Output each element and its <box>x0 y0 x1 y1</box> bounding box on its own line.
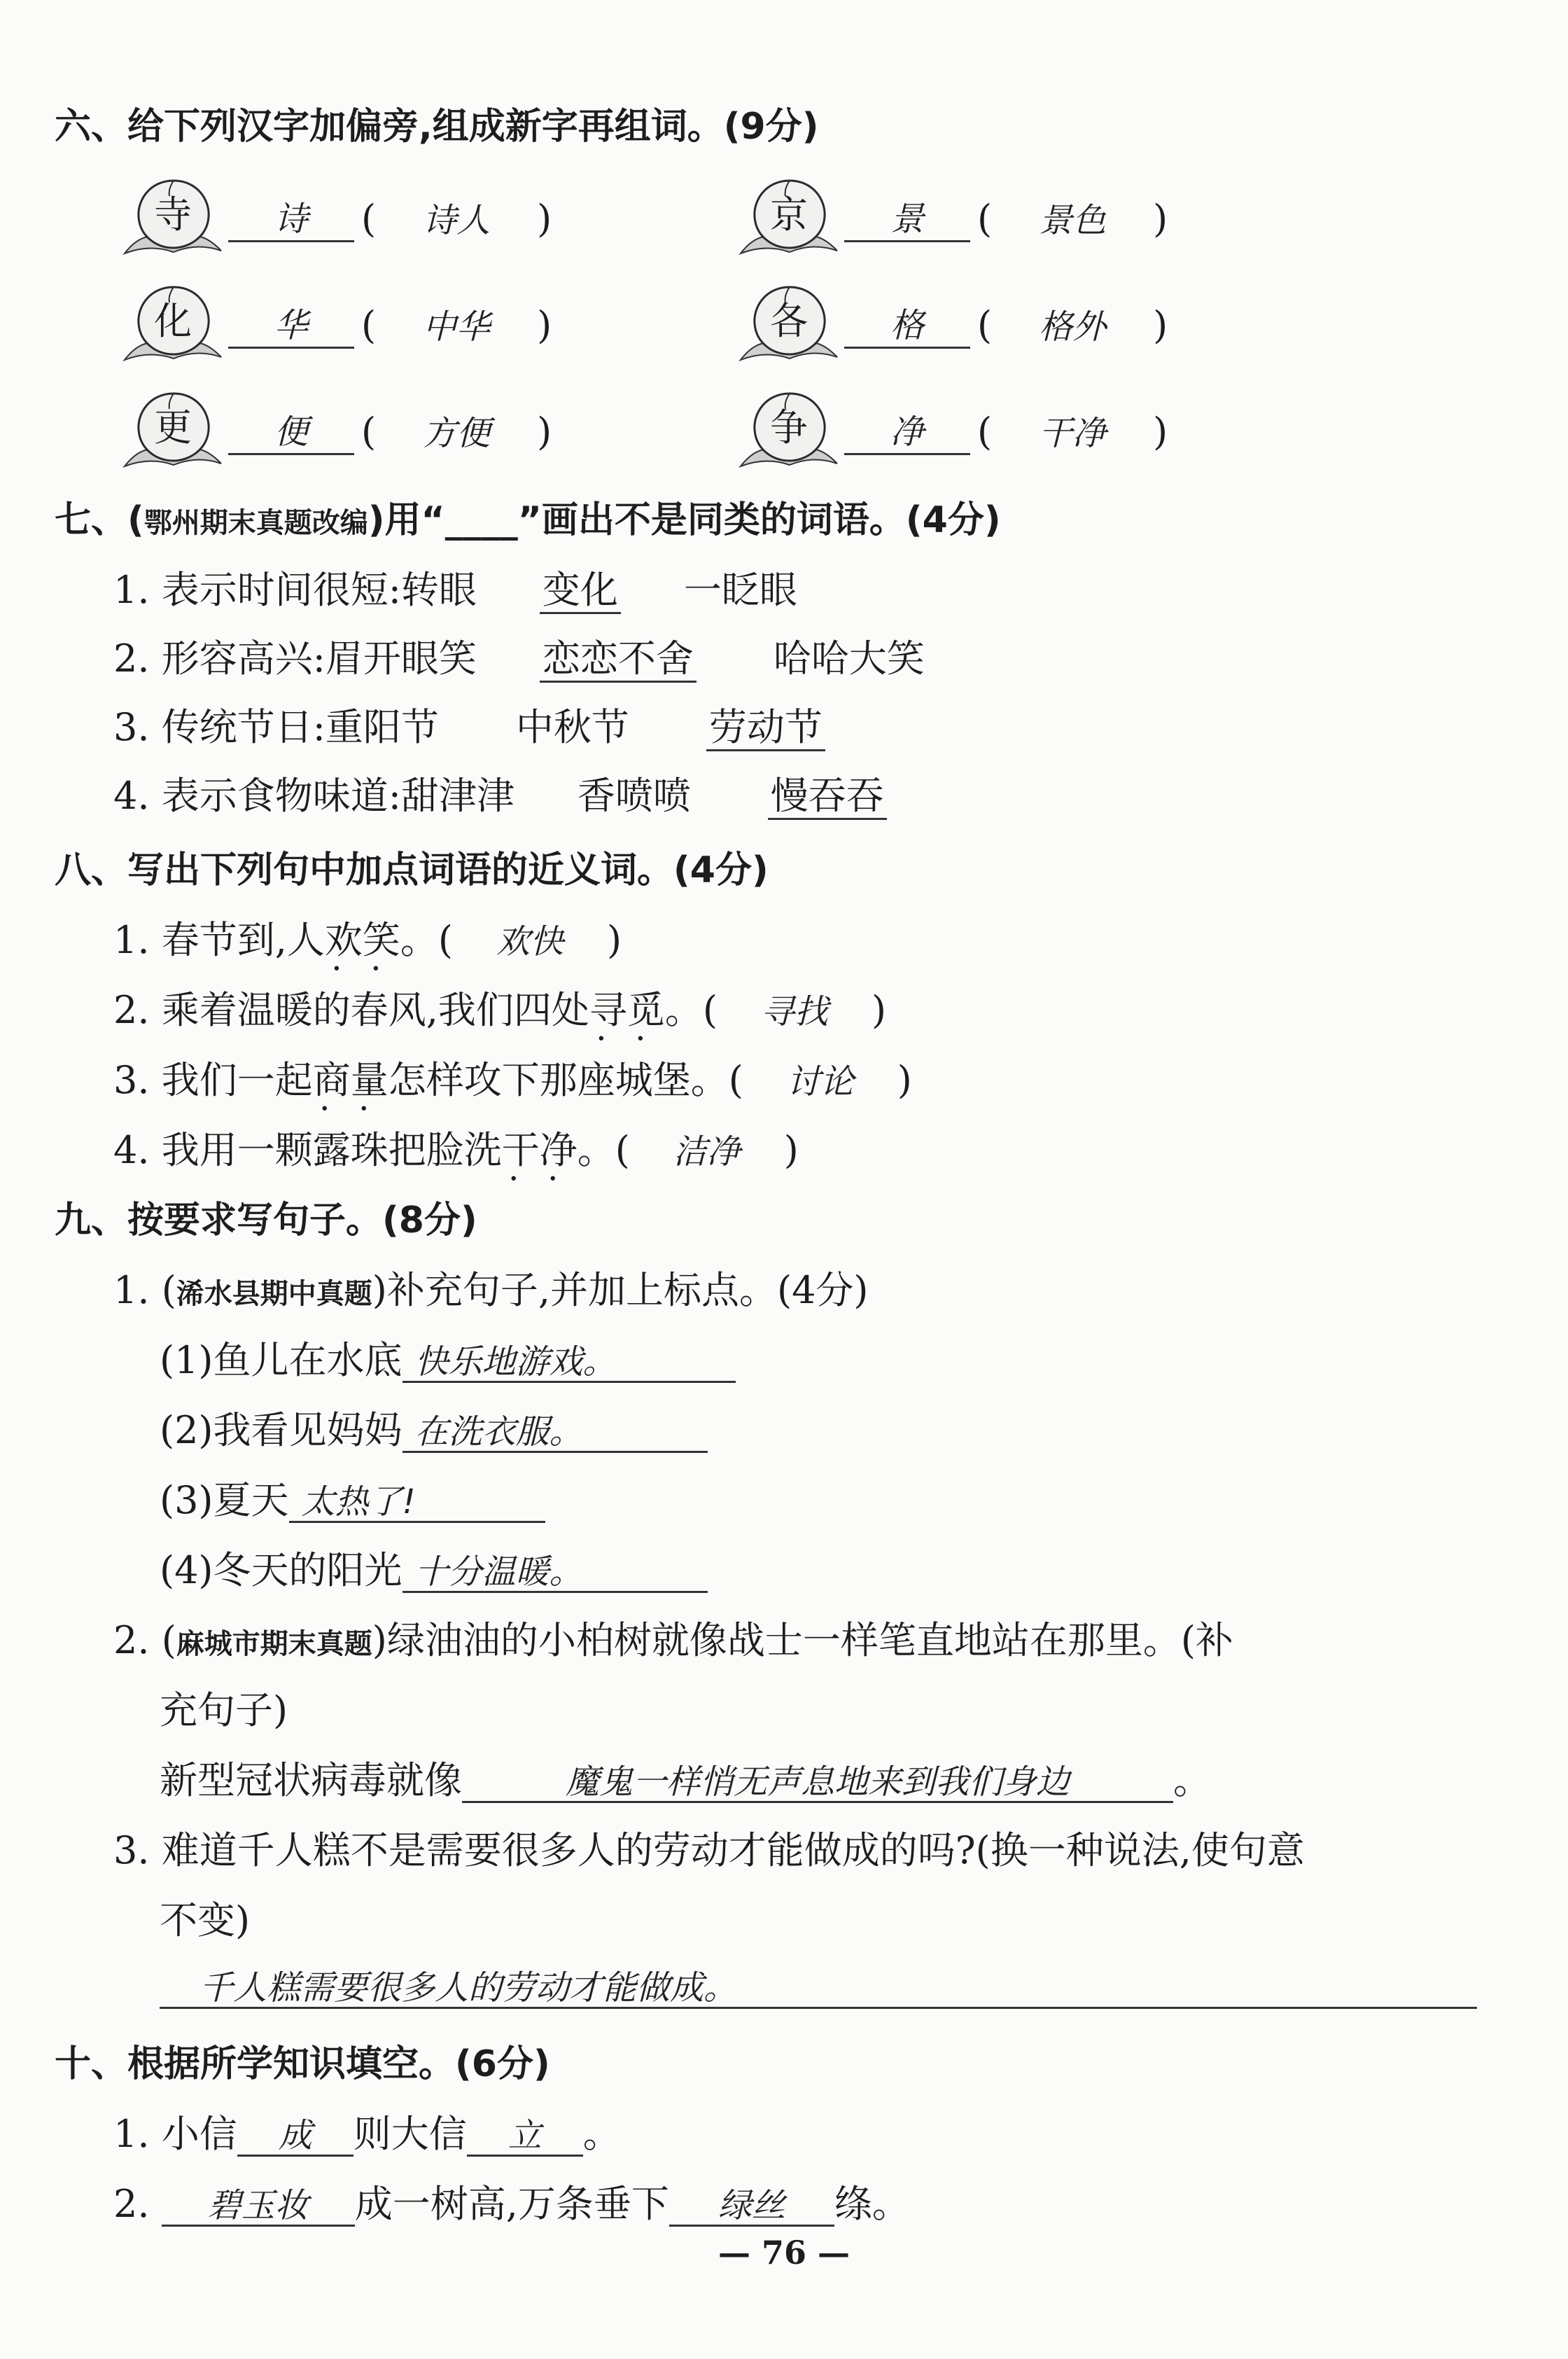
sec9-q1-sub-2 <box>160 1400 708 1454</box>
word-answer[interactable]: 诗人 <box>423 200 491 240</box>
page-number: — 76 — <box>718 2234 850 2271</box>
base-character: 争 <box>770 405 808 450</box>
sec9-q2-line <box>113 1610 1233 1664</box>
word-parens: ( 景色 ) <box>977 193 1168 242</box>
sentence-prefix: (1)鱼儿在水底 <box>160 1338 402 1382</box>
sentence-part: 我们一起 <box>161 1058 313 1102</box>
handwritten-answer: 洁净 <box>673 1132 741 1171</box>
sec8-item-2 <box>113 980 886 1034</box>
paren-close: ) <box>871 988 887 1032</box>
item-number: 3. <box>113 1058 150 1102</box>
word-3-underlined: 劳动节 <box>706 705 825 751</box>
word-answer[interactable]: 景色 <box>1039 200 1107 240</box>
item-number: 4. <box>113 1128 150 1172</box>
answer-blank[interactable]: 太热了! <box>289 1484 545 1523</box>
sentence-part: 。( <box>400 918 453 962</box>
base-character: 京 <box>770 193 808 237</box>
question-source: 浠水县期中真题 <box>176 1278 372 1310</box>
word-1: 甜津津 <box>400 774 514 818</box>
sec8-item-3 <box>113 1050 912 1104</box>
new-character-blank[interactable]: 诗 <box>228 192 354 242</box>
word-answer[interactable]: 中华 <box>423 307 491 347</box>
base-character: 各 <box>770 299 808 343</box>
paren-open: ( <box>161 1618 176 1662</box>
answer-blank[interactable]: 十分温暖。 <box>402 1554 708 1593</box>
word-3: 一眨眼 <box>683 568 797 612</box>
section-9-heading: 九、按要求写句子。(8分) <box>55 1199 477 1241</box>
item-number: 2. <box>113 1618 150 1662</box>
fill-blank[interactable]: 碧玉妆 <box>162 2187 355 2227</box>
sec9-q3-cont: 不变) <box>160 1898 251 1942</box>
fill-blank[interactable]: 绿丝 <box>669 2187 834 2227</box>
radical-item-6 <box>735 388 1168 472</box>
text-part: 则大信 <box>353 2112 467 2156</box>
sec9-q1-line <box>113 1260 869 1314</box>
item-number: 3. <box>113 705 150 749</box>
sentence-part: 怎样攻下那座城堡。( <box>388 1058 743 1102</box>
paren-close: ) <box>897 1058 912 1102</box>
sec7-item-2 <box>113 629 925 683</box>
handwritten-answer: 欢快 <box>496 922 564 961</box>
item-number: 4. <box>113 774 150 818</box>
peach-icon <box>119 175 224 259</box>
item-label: 表示食物味道: <box>161 774 401 818</box>
sec10-item-2 <box>113 2174 910 2228</box>
base-character: 更 <box>154 405 192 450</box>
radical-item-5 <box>119 388 552 472</box>
text-part: 成一树高,万条垂下 <box>354 2182 669 2226</box>
peach-icon <box>119 281 224 366</box>
sentence-prefix: (2)我看见妈妈 <box>160 1408 402 1452</box>
handwritten-answer: 讨论 <box>786 1062 854 1101</box>
item-number: 1. <box>113 568 150 612</box>
question-instruction: )补充句子,并加上标点。(4分) <box>372 1268 869 1312</box>
item-number: 2. <box>113 636 150 681</box>
item-number: 1. <box>113 2112 150 2156</box>
radical-item-3 <box>119 281 552 366</box>
section-10-heading: 十、根据所学知识填空。(6分) <box>55 2043 550 2085</box>
sentence-part: 乘着温暖的春风,我们四处 <box>161 988 589 1032</box>
word-parens: ( 方便 ) <box>361 406 552 454</box>
peach-icon <box>735 388 840 472</box>
text-part: 小信 <box>161 2112 237 2156</box>
section-7-source: 鄂州期末真题改编 <box>144 507 368 539</box>
radical-item-4 <box>735 281 1168 366</box>
word-answer[interactable]: 干净 <box>1039 413 1107 453</box>
item-label: 形容高兴: <box>161 636 326 681</box>
sec9-q2-answer-line <box>160 1751 1211 1804</box>
radical-item-2 <box>735 175 1168 259</box>
base-character: 寺 <box>154 193 192 237</box>
section-7-heading <box>55 490 1001 543</box>
sec9-q1-sub-4 <box>160 1540 708 1594</box>
question-text: 难道千人糕不是需要很多人的劳动才能做成的吗?(换一种说法,使句意 <box>161 1828 1305 1872</box>
word-parens: ( 格外 ) <box>977 300 1168 348</box>
sec8-item-1 <box>113 910 622 964</box>
peach-icon <box>119 388 224 472</box>
word-2-underlined: 恋恋不舍 <box>540 636 696 683</box>
sentence-part: 。( <box>577 1128 630 1172</box>
paren-open: ( <box>161 1268 176 1312</box>
text-part: 。 <box>582 2112 621 2156</box>
item-label: 表示时间很短: <box>161 568 401 612</box>
word-parens: ( 中华 ) <box>361 300 552 348</box>
answer-blank[interactable]: 在洗衣服。 <box>402 1414 708 1453</box>
new-character-blank[interactable]: 便 <box>228 405 354 455</box>
text-part: 绦。 <box>834 2182 910 2226</box>
word-1: 转眼 <box>400 568 477 612</box>
answer-blank[interactable]: 魔鬼一样悄无声息地来到我们身边 <box>462 1764 1173 1803</box>
answer-blank[interactable]: 快乐地游戏。 <box>402 1344 736 1383</box>
sentence-prefix: 新型冠状病毒就像 <box>160 1758 462 1802</box>
sec9-q3-line <box>113 1821 1305 1874</box>
sec9-q1-sub-1 <box>160 1330 736 1384</box>
word-3: 哈哈大笑 <box>773 636 925 681</box>
dotted-word: 欢笑 • • <box>325 918 400 962</box>
word-parens: ( 诗人 ) <box>361 193 552 242</box>
item-label: 传统节日: <box>161 705 326 749</box>
peach-icon <box>735 175 840 259</box>
dotted-word: 寻觅 • • <box>589 988 665 1032</box>
paren-close: ) <box>783 1128 799 1172</box>
sentence-prefix: (4)冬天的阳光 <box>160 1548 402 1592</box>
dotted-word: 干净 • • <box>502 1128 578 1172</box>
sec9-q2-cont: 充句子) <box>160 1688 288 1732</box>
word-2: 中秋节 <box>515 705 629 749</box>
new-character-blank[interactable]: 景 <box>844 192 970 242</box>
new-character-blank[interactable]: 净 <box>844 405 970 455</box>
section-8-heading: 八、写出下列句中加点词语的近义词。(4分) <box>55 849 769 891</box>
item-number: 2. <box>113 988 150 1032</box>
word-1: 重阳节 <box>325 705 439 749</box>
item-number: 3. <box>113 1828 150 1872</box>
word-2: 香喷喷 <box>577 774 691 818</box>
sentence-end: 。 <box>1173 1758 1211 1802</box>
word-1: 眉开眼笑 <box>325 636 477 681</box>
base-character: 化 <box>154 299 192 343</box>
fill-blank[interactable]: 成 <box>237 2117 354 2157</box>
sec7-item-3 <box>113 697 825 751</box>
sec10-item-1 <box>113 2104 621 2158</box>
question-source: 麻城市期末真题 <box>176 1628 372 1660</box>
sentence-part: 。( <box>664 988 718 1032</box>
section-6-heading: 六、给下列汉字加偏旁,组成新字再组词。(9分) <box>55 106 819 148</box>
sentence-prefix: (3)夏天 <box>160 1478 289 1522</box>
section-7-paren-open: 七、( <box>55 499 144 541</box>
sec7-item-1 <box>113 560 797 614</box>
item-number: 2. <box>113 2182 150 2226</box>
peach-icon <box>735 281 840 366</box>
sentence-part: 春节到,人 <box>161 918 325 962</box>
paren-close: ) <box>606 918 622 962</box>
fill-blank[interactable]: 立 <box>467 2117 583 2157</box>
word-3-underlined: 慢吞吞 <box>768 774 887 820</box>
new-character-blank[interactable]: 华 <box>228 298 354 349</box>
new-character-blank[interactable]: 格 <box>844 298 970 349</box>
item-number: 1. <box>113 1268 150 1312</box>
sec8-item-4 <box>113 1120 799 1174</box>
section-7-instruction: )用“____”画出不是同类的词语。(4分) <box>368 499 1001 541</box>
word-answer[interactable]: 方便 <box>423 413 491 453</box>
handwritten-answer: 寻找 <box>760 992 828 1031</box>
question-text: )绿油油的小柏树就像战士一样笔直地站在那里。(补 <box>372 1618 1233 1662</box>
dotted-word: 商量 • • <box>313 1058 388 1102</box>
sentence-part: 我用一颗露珠把脸洗 <box>161 1128 502 1172</box>
sec9-q3-answer[interactable]: 千人糕需要很多人的劳动才能做成。 <box>200 1968 738 2007</box>
word-answer[interactable]: 格外 <box>1039 307 1107 347</box>
answer-underline <box>160 2007 1477 2009</box>
sec9-q1-sub-3 <box>160 1470 545 1524</box>
word-parens: ( 干净 ) <box>977 406 1168 454</box>
word-2-underlined: 变化 <box>540 568 621 614</box>
radical-item-1 <box>119 175 552 259</box>
item-number: 1. <box>113 918 150 962</box>
sec7-item-4 <box>113 766 887 820</box>
